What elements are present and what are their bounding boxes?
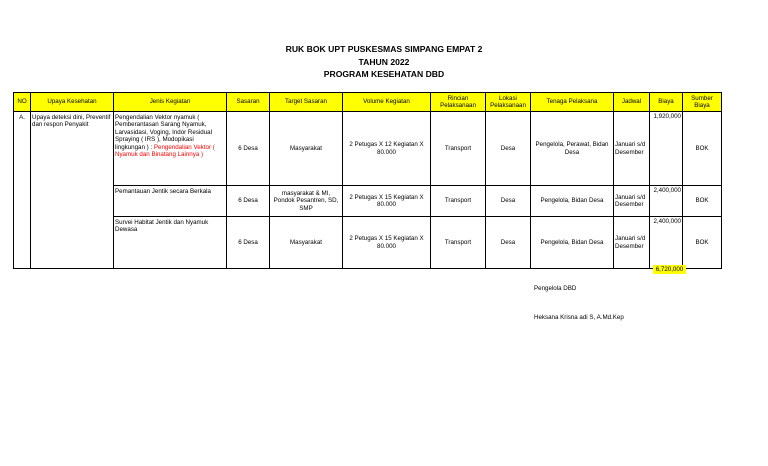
title-line-1: RUK BOK UPT PUSKESMAS SIMPANG EMPAT 2 bbox=[285, 44, 483, 54]
total-biaya: 6,720,000 bbox=[653, 265, 686, 274]
header-row bbox=[14, 93, 722, 112]
jadwal-cell: Januari s/d Desember bbox=[614, 112, 650, 186]
biaya-value: 1,920,000 bbox=[653, 113, 681, 120]
volume-cell: 2 Petugas X 12 Kegiatan X 80.000 bbox=[343, 112, 431, 186]
header-no: NO bbox=[14, 93, 31, 112]
table-row bbox=[14, 112, 722, 186]
tenaga-cell: Pengelola, Bidan Desa bbox=[531, 186, 614, 217]
header-upaya: Upaya Kesehatan bbox=[31, 93, 114, 112]
document-title bbox=[0, 43, 768, 81]
section-upaya: Upaya deteksi dini, Preventif dan respon Penyakit bbox=[31, 112, 114, 269]
target-cell: Masyarakat bbox=[270, 112, 343, 186]
activity-cell bbox=[114, 217, 227, 269]
rincian-cell: Transport bbox=[431, 217, 486, 269]
lokasi-cell: Desa bbox=[486, 186, 531, 217]
biaya-value: 2,400,000 bbox=[653, 187, 681, 194]
header-tenaga: Tenaga Pelaksana bbox=[531, 93, 614, 112]
header-sasaran: Sasaran bbox=[227, 93, 270, 112]
header-rincian: Rincian Pelaksanaan bbox=[431, 93, 486, 112]
jadwal-cell: Januari s/d Desember bbox=[614, 217, 650, 269]
volume-cell: 2 Petugas X 15 Kegiatan X 80.000 bbox=[343, 186, 431, 217]
biaya-value: 2,400,000 bbox=[653, 218, 681, 225]
ruk-table bbox=[13, 92, 722, 269]
header-jadwal: Jadwal bbox=[614, 93, 650, 112]
header-target: Target Sasaran bbox=[270, 93, 343, 112]
lokasi-cell: Desa bbox=[486, 217, 531, 269]
activity-cell bbox=[114, 112, 227, 186]
header-lokasi: Lokasi Pelaksanaan bbox=[486, 93, 531, 112]
title-line-3: PROGRAM KESEHATAN DBD bbox=[323, 69, 445, 79]
section-no: A. bbox=[14, 112, 31, 269]
sasaran-cell: 6 Desa bbox=[227, 217, 270, 269]
sumber-cell: BOK bbox=[683, 217, 722, 269]
tenaga-cell: Pengelola, Bidan Desa bbox=[531, 217, 614, 269]
lokasi-cell: Desa bbox=[486, 112, 531, 186]
target-cell: masyarakat & MI, Pondok Pesantren, SD, SMP bbox=[270, 186, 343, 217]
activity-cell bbox=[114, 186, 227, 217]
sumber-cell: BOK bbox=[683, 112, 722, 186]
table-row bbox=[14, 217, 722, 269]
target-cell: Masyarakat bbox=[270, 217, 343, 269]
biaya-cell bbox=[650, 112, 683, 186]
tenaga-cell: Pengelola, Perawat, Bidan Desa bbox=[531, 112, 614, 186]
activity-highlight: Pengendalian Vektor ( Nyamuk dan Binatang Lainnya ) bbox=[115, 143, 215, 159]
sumber-cell: BOK bbox=[683, 186, 722, 217]
sasaran-cell: 6 Desa bbox=[227, 112, 270, 186]
sasaran-cell: 6 Desa bbox=[227, 186, 270, 217]
table-row bbox=[14, 186, 722, 217]
jadwal-cell: Januari s/d Desember bbox=[614, 186, 650, 217]
header-sumber: Sumber Biaya bbox=[683, 93, 722, 112]
title-line-2: TAHUN 2022 bbox=[358, 56, 410, 67]
header-jenis: Jenis Kegiatan bbox=[114, 93, 227, 112]
activity-text: Survei Habitat Jentik dan Nyamuk Dewasa bbox=[115, 219, 209, 234]
volume-cell: 2 Petugas X 15 Kegiatan X 80.000 bbox=[343, 217, 431, 269]
activity-text: Pengendalian Vektor nyamuk ( Pemberantasan Sarang Nyamuk, Larvasidasi, Voging, Indor Residual Spraying ( IRS ), Modopikasi lingkungan ) : bbox=[115, 114, 212, 151]
rincian-cell: Transport bbox=[431, 186, 486, 217]
biaya-cell bbox=[650, 217, 683, 269]
activity-text: Pemantauan Jentik secara Berkala bbox=[115, 188, 211, 195]
signature-role: Pengelola DBD bbox=[534, 285, 577, 292]
header-biaya: Biaya bbox=[650, 93, 683, 112]
signature-name: Heksana Krisna adi S, A.Md.Kep bbox=[534, 314, 624, 321]
header-volume: Volume Kegiatan bbox=[343, 93, 431, 112]
rincian-cell: Transport bbox=[431, 112, 486, 186]
biaya-cell bbox=[650, 186, 683, 217]
